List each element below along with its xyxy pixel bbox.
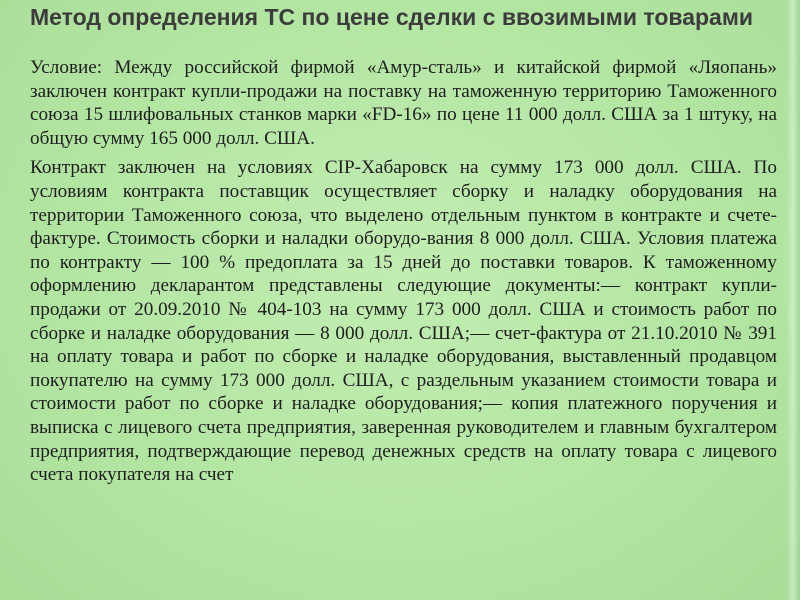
- decorative-edge: [786, 0, 800, 600]
- slide-body: [30, 56, 777, 493]
- paragraph-condition: Условие: Между российской фирмой «Амур-сталь» и китайской фирмой «Ляопань» заключен контракт купли-продажи на поставку на таможенную территорию Таможенного союза 15 шлифовальных станков марки «FD-16» по цене 11 000 долл. США за 1 штуку, на общую сумму 165 000 долл. США.: [30, 57, 777, 149]
- paragraph-contract: Контракт заключен на условиях CIP-Хабаровск на сумму 173 000 долл. США. По условиям контракта поставщик осуществляет сборку и наладку оборудования на территории Таможенного союза, что выделено отдельным пунктом в контракте и счете-фактуре. Стоимость сборки и наладки оборудо-вания 8 000 долл. США. Условия платежа по контракту — 100 % предоплата за 15 дней до поставки товаров. К таможенному оформлению декларантом представлены следующие документы:— контракт купли-продажи от 20.09.2010 № 404-103 на сумму 173 000 долл. США и стоимость работ по сборке и наладке оборудования — 8 000 долл. США;— счет-фактура от 21.10.2010 № 391 на оплату товара и работ по сборке и наладке оборудования, выставленный продавцом покупателю на сумму 173 000 долл. США, с раздельным указанием стоимости товара и стоимости работ по сборке и наладке оборудования;— копия платежного поручения и выписка с лицевого счета предприятия, заверенная руководителем и главным бухгалтером предприятия, подтверждающие перевод денежных средств на оплату товара с лицевого счета покупателя на счет: [30, 157, 777, 486]
- slide-title: Метод определения ТС по цене сделки с ввозимыми товарами: [30, 4, 753, 30]
